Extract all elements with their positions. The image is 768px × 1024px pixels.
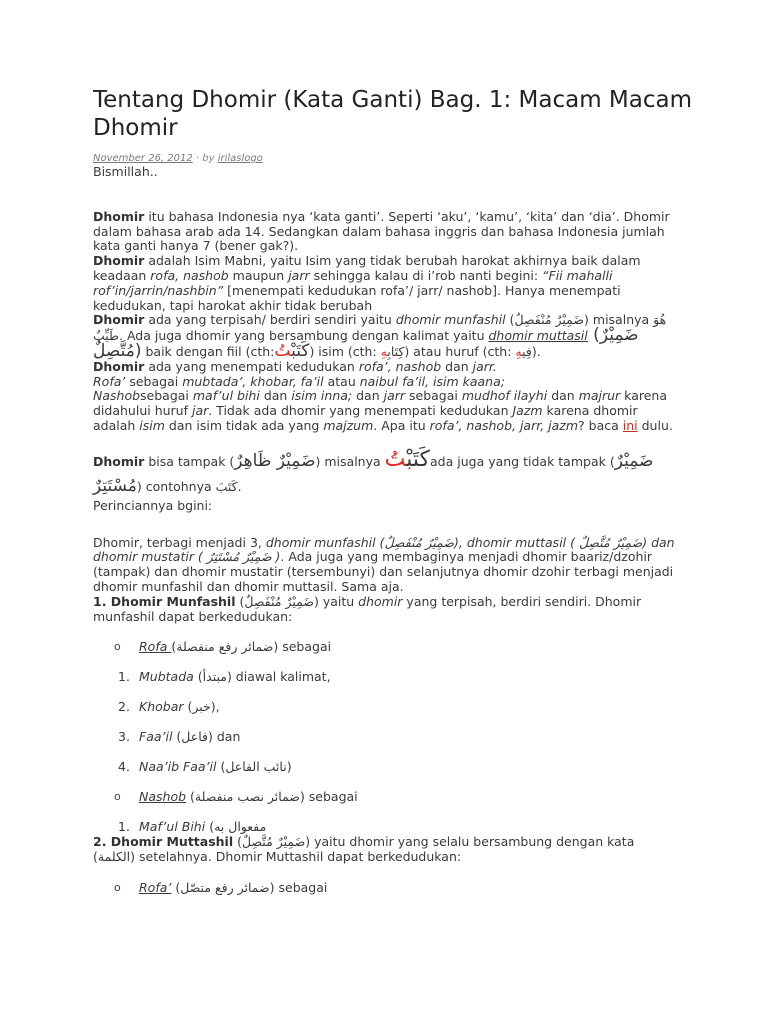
heading-munfashil: 1. Dhomir Munfashil (ضَمِيْرٌ مُنْفَصِلٌ) yaitu dhomir yang terpisah, berdiri sendiri. Dhomir munfashil dapat berkedudukan: [93,593,642,624]
list-item: 3. Faa’il (فاعل) dan [118,729,241,745]
paragraph-perincian: Perinciannya bgini: [93,497,213,513]
paragraph-munfashil-muttasil: Dhomir ada yang terpisah/ berdiri sendiri yaitu dhomir munfashil (ضَمِيْرٌ مُنْفَصِلٌ) misalnya هُوَ طَيِّبٌ. Ada juga dhomir yang bersambung dengan kalimat yaitu dhomir muttasil (ضَمِيْرٌ مُتَّصِلٌ) baik dengan fiil (cth: كَتَبْتُ ) isim (cth: كِتَابِهِ ) atau huruf (cth: فِيهِ ). [93,312,667,361]
author-link[interactable]: irilaslogo [217,153,263,164]
post-date-link[interactable]: November 26, 2012 [93,153,193,164]
list-item: 2. Khobar (خبر), [118,699,220,715]
muttasil-term: dhomir muttasil [488,328,588,344]
list-munfashil [93,640,675,835]
list-item: 1. Maf’ul Bihi (مفعوال به [118,819,267,835]
list-item: o Nashob (ضمائر نصب منفصلة) sebagai [114,789,358,805]
paragraph-tampak: Dhomir bisa tampak (ضَمِيْرٌ ظَاهِرٌ) misalnya كَتَبْتُ ada juga yang tidak tampak (ضَمِيْرٌ مُسْتَتِرٌ) contohnya كَتَبَ. [93,446,654,496]
list-item: o Rofa (ضمائر رفع منفصلة) sebagai [114,639,332,655]
byline-separator: · by [195,153,215,164]
heading-muttashil: 2. Dhomir Muttashil (ضَمِيْرٌ مُتَّصِلٌ) yaitu dhomir yang selalu bersambung dengan kata (الكلمة) setelahnya. Dhomir Muttashil dapat berkedudukan: [93,834,635,865]
list-muttashil [93,881,675,911]
list-item: 4. Naa’ib Faa’il (نائب الفاعل) [118,759,292,775]
list-item: 1. Mubtada (مبتدأ) diawal kalimat, [118,669,331,685]
paragraph-kedudukan: Dhomir ada yang menempati kedudukan rofa’, nashob dan jarr. Rofa’ sebagai mubtada’, khobar, fa’il atau naibul fa’il, isim kaana; Nashobsebagai maf’ul bihi dan isim inna; dan jarr sebagai mudhof ilayhi dan majrur karena didahului huruf jar. Tidak ada dhomir yang menempati kedudukan Jazm karena dhomir adalah isim dan isim tidak ada yang majzum. Apa itu rofa’, nashob, jarr, jazm? baca ini dulu. [93,358,673,433]
ini-link[interactable]: ini [622,417,638,433]
paragraph-pembagian: Dhomir, terbagi menjadi 3, dhomir munfashil (ضَمِيْرٌ مُنْفَصِلٌ), dhomir muttasil ( ضَمِيْرٌ مُتَّصِلٌ) dan dhomir mustatir ( ضَمِيْرٌ مُسْتَتِرٌ ). Ada juga yang membaginya menjadi dhomir baariz/dzohir (tampak) dan dhomir mustatir (tersembunyi) dan selanjutnya dhomir dzohir terbagi menjadi dhomir munfashil dan dhomir muttasil. Sama aja. [93,534,675,594]
intro-text: Bismillah.. [93,164,158,179]
article-body [93,165,675,911]
paragraph-mabni: Dhomir adalah Isim Mabni, yaitu Isim yang tidak berubah harokat akhirnya baik dalam keadaan rofa, nashob maupun jarr sehingga kalau di i’rob nanti begini: “Fii mahalli rof’in/jarrin/nashbin” [menempati kedudukan rofa’/ jarr/ nashob]. Hanya menempati kedudukan, tapi harokat akhir tidak berubah [93,253,641,313]
page-title: Tentang Dhomir (Kata Ganti) Bag. 1: Macam Macam Dhomir [93,87,693,141]
paragraph-definition: Dhomir itu bahasa Indonesia nya ‘kata ganti’. Seperti ‘aku’, ‘kamu’, ‘kita’ dan ‘dia’. Dhomir dalam bahasa arab ada 14. Sedangkan dalam bahasa inggris dan bahasa Indonesia jumlah kata ganti hanya 7 (bener gak?). [93,208,670,254]
post-meta [93,153,263,164]
list-item: o Rofa’ (ضمائر رفع متصّل) sebagai [114,879,328,895]
